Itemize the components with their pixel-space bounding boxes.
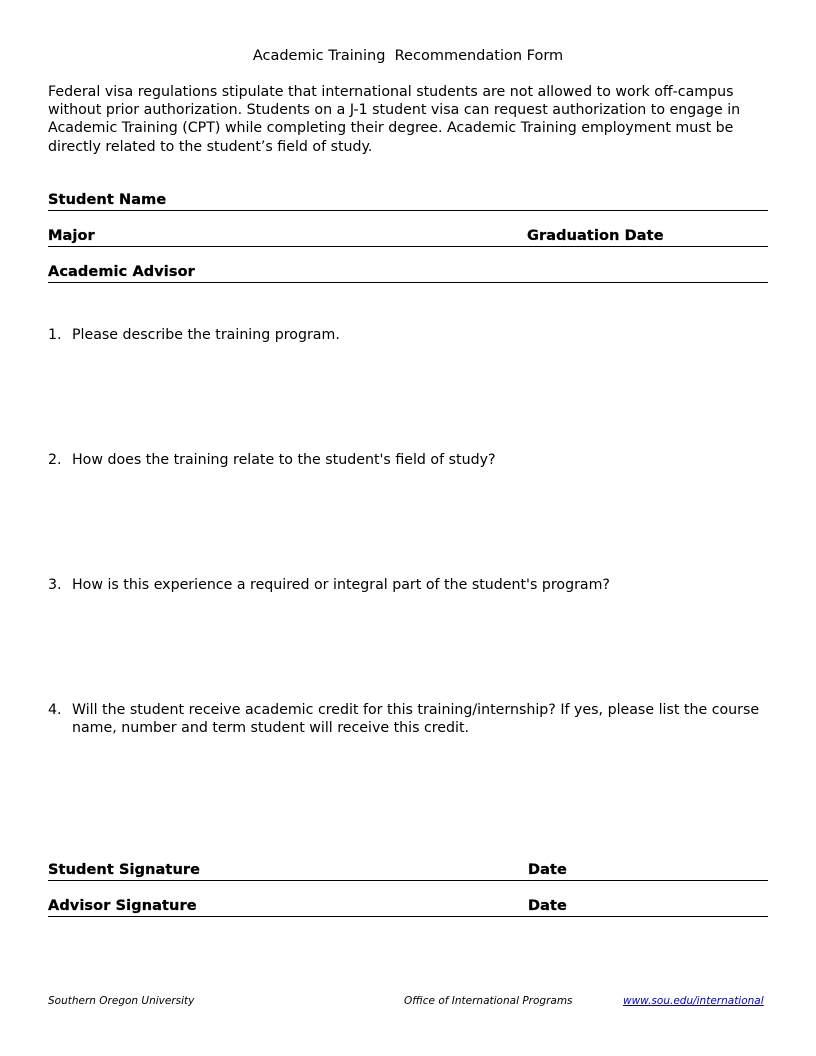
question-text: How is this experience a required or integral part of the student's program? xyxy=(72,577,610,593)
student-name-field[interactable] xyxy=(48,190,768,211)
major-graduation-row xyxy=(48,226,768,247)
academic-advisor-field[interactable] xyxy=(48,262,768,283)
question-number: 1. xyxy=(48,327,62,343)
graduation-date-label: Graduation Date xyxy=(527,228,664,244)
major-label: Major xyxy=(48,228,95,244)
question-number: 3. xyxy=(48,577,62,593)
question-text: How does the training relate to the student's field of study? xyxy=(72,452,496,468)
student-signature-row[interactable] xyxy=(48,860,768,881)
advisor-signature-row[interactable] xyxy=(48,896,768,917)
question-text: Please describe the training program. xyxy=(72,327,340,343)
academic-advisor-label: Academic Advisor xyxy=(48,264,195,280)
advisor-signature-label: Advisor Signature xyxy=(48,898,197,914)
question-text: Will the student receive academic credit for this training/internship? If yes, please list the course name, number and term student will receive this credit. xyxy=(72,702,760,737)
question-number: 2. xyxy=(48,452,62,468)
footer-university: Southern Oregon University xyxy=(48,995,195,1007)
footer-website-link[interactable]: www.sou.edu/international xyxy=(623,995,764,1007)
question-number: 4. xyxy=(48,702,62,718)
student-name-label: Student Name xyxy=(48,192,167,208)
footer-office: Office of International Programs xyxy=(404,995,573,1007)
advisor-signature-date-label: Date xyxy=(528,898,567,914)
intro-paragraph: Federal visa regulations stipulate that international students are not allowed to work off-campus without prior authorization. Students on a J-1 student visa can request authorization to engage in Academic Training (CPT) while completing their degree. Academic Training employment must be directly related to the student’s field of study. xyxy=(48,84,741,155)
form-title: Academic Training Recommendation Form xyxy=(252,48,564,64)
student-signature-date-label: Date xyxy=(528,862,567,878)
student-signature-label: Student Signature xyxy=(48,862,201,878)
